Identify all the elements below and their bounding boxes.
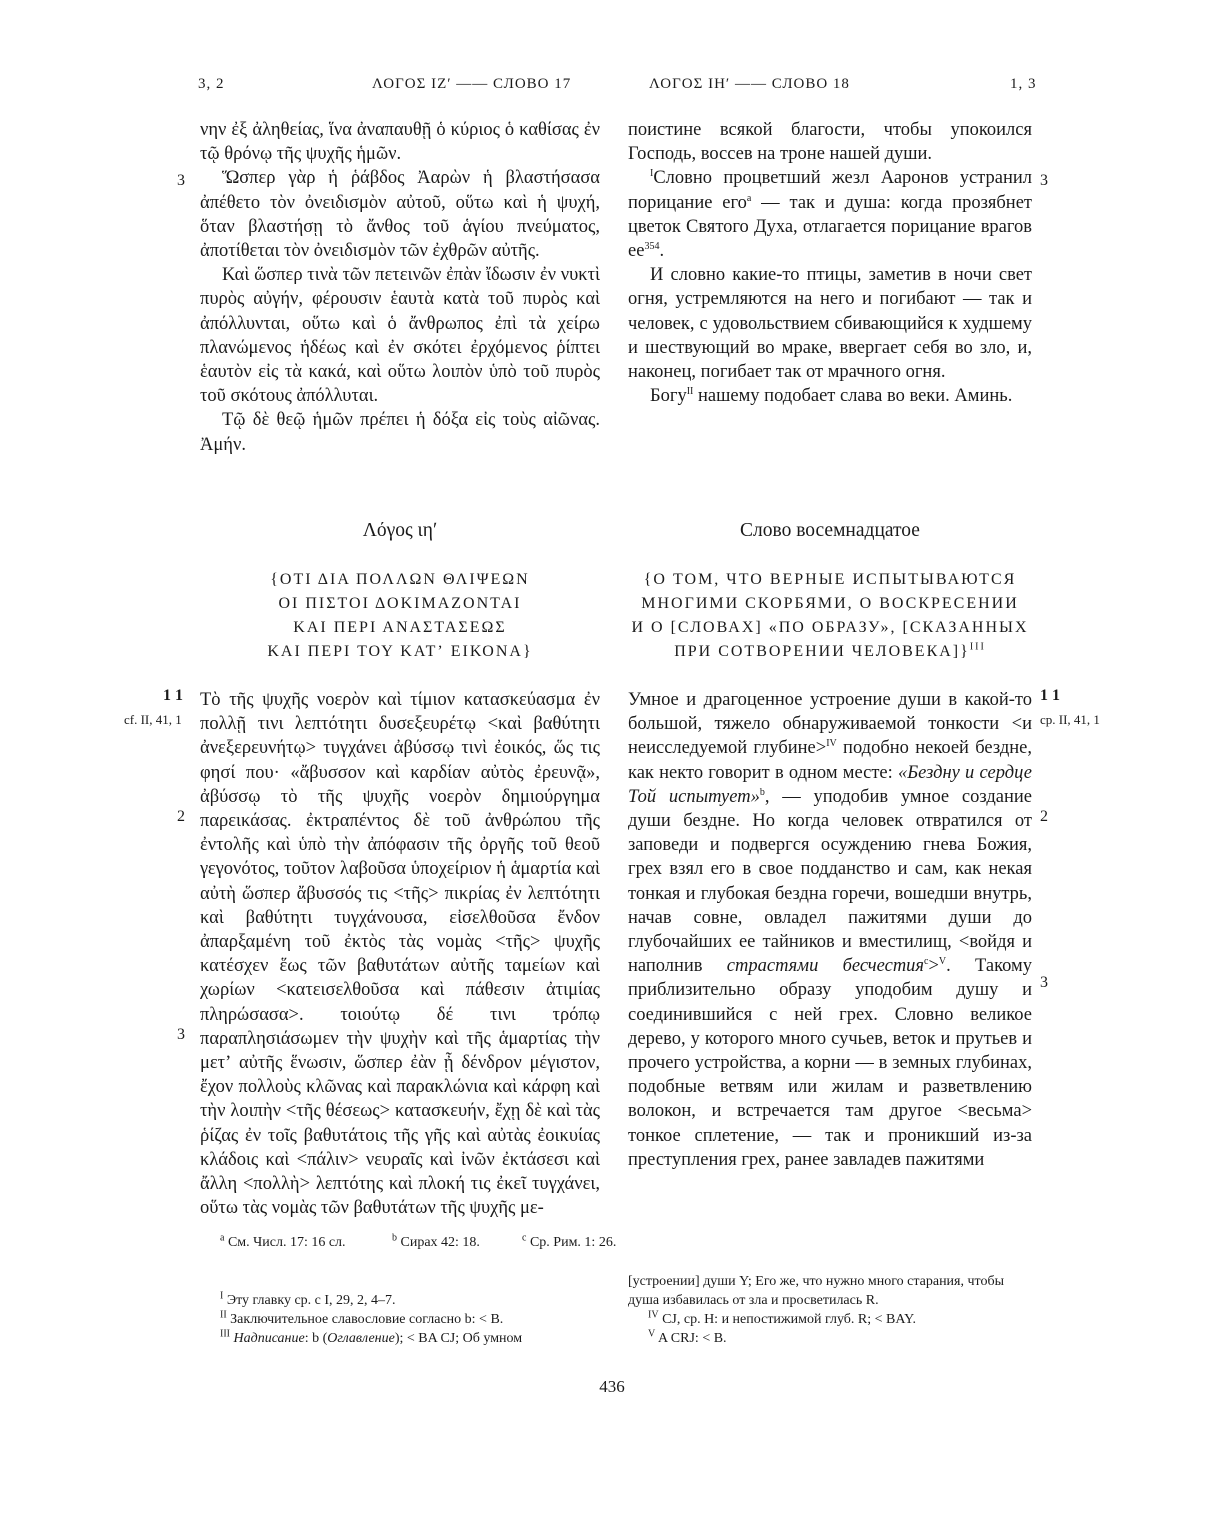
header-left-title: ΛΟΓΟΣ ΙΖʹ —— СЛОВО 17 — [372, 76, 572, 92]
greek-paragraph: Ὥσπερ γὰρ ἡ ῥάβδος Ἀαρὼν ἡ βλαστήσασα ἀπέθετο τὸν ὀνειδισμὸν αὐτοῦ, οὕτω καὶ ἡ ψυχή, ὅταν βλαστήσῃ τὸ ἄνθος τοῦ ἁγίου πνεύματος, ἀποτίθεται τὸν ὀνειδισμὸν τῶν ἐχθρῶν αὐτῆς. — [200, 168, 600, 262]
critical-note-mark: I — [650, 168, 654, 180]
verse-number: 3 — [177, 172, 185, 189]
note-mark: IV — [648, 1309, 659, 1321]
commentary-mark: 354 — [644, 240, 660, 252]
verse-number: 2 — [1040, 808, 1048, 825]
apparatus-note — [200, 1310, 600, 1329]
subheading-line: ΚΑΙ ΠΕΡΙ ΤΟΥ ΚΑΤʼ ΕΙΚΟΝΑ} — [267, 643, 533, 660]
critical-note-mark: II — [686, 386, 694, 398]
bible-footnote — [522, 1233, 616, 1252]
header-right-title: ΛΟΓΟΣ ΙΗʹ —— СЛОВО 18 — [649, 76, 850, 92]
subheading-line: {ΟΤΙ ΔΙΑ ΠΟΛΛΩΝ ΘΛΙΨΕΩΝ — [270, 571, 530, 588]
greek-column-top — [200, 118, 600, 457]
greek-paragraph: νην ἐξ ἀληθείας, ἵνα ἀναπαυθῇ ὁ κύριος ὁ καθίσας ἐν τῷ θρόνῳ τῆς ψυχῆς ἡμῶν. — [200, 120, 600, 165]
critical-note-mark: III — [969, 641, 986, 653]
text-span: подобно некоей бездне, как некто говорит в одном месте: — [628, 738, 1032, 783]
margin-cross-reference: cf. II, 41, 1 — [124, 712, 182, 727]
note-mark: II — [220, 1309, 227, 1321]
apparatus-right — [628, 1272, 1032, 1348]
text-span: Богу — [650, 386, 687, 407]
apparatus-note: [устроении] души Y; Его же, что нужно много старания, чтобы душа избавилась от зла и просветилась R. — [628, 1274, 1004, 1308]
russian-paragraph — [628, 166, 1032, 263]
footnote-mark: b — [392, 1232, 397, 1244]
russian-paragraph: И словно какие-то птицы, заметив в ночи свет огня, устремляются на него и погибают — так и человек, с удовольствием сбивающийся к худшему и шествующий во мраке, ввергает себя во зло, и, наконец, погибает так от мрачного огня. — [628, 265, 1032, 383]
greek-heading: Λόγος ιηʹ — [362, 520, 438, 541]
greek-paragraph: Καὶ ὥσπερ τινὰ τῶν πετεινῶν ἐπὰν ἴδωσιν ἐν νυκτὶ πυρὸς αὐγήν, φέρουσιν ἑαυτὰ κατὰ τοῦ πυρὸς καὶ ἀπόλλυνται, οὕτω καὶ ὁ ἄνθρωπος ἐπὶ τὰ χείρω πλανώμενος ἡδέως καὶ ἐν σκότει ἐρχόμενος ῥίπτει ἑαυτὸν εἰς τὰ κακά, καὶ οὕτω λοιπὸν ὑπὸ τοῦ πυρὸς τοῦ σκότους ἀπόλλυται. — [200, 265, 600, 407]
subheading-line: ΟΙ ΠΙΣΤΟΙ ΔΟΚΙΜΑΖΟΝΤΑΙ — [278, 595, 522, 612]
text-span: , — уподобив умное создание души бездне. Но когда человек отвратился от заповеди и подвергся осуждению гнева Божия, грех взял его в свое подданство и сам, как некая тонкая и глубокая бездна горечи, вошедши внутрь, начав совне, овладел пажитями души до глубочайших ее тайников и вместилищ, <войдя и наполнив — [628, 786, 1032, 977]
footnote-text: См. Числ. 17: 16 сл. — [227, 1235, 346, 1250]
text-span: ПРИ СОТВОРЕНИИ ЧЕЛОВЕКА]} — [674, 643, 970, 660]
footnote-text: Ср. Рим. 1: 26. — [529, 1235, 617, 1250]
note-text: CJ, ср. H: и непостижимой глуб. R; < BAY. — [662, 1312, 916, 1327]
text-span: . — [659, 241, 665, 262]
verse-number: 2 — [177, 808, 185, 825]
verse-number: 3 — [1040, 974, 1048, 991]
footnote-text: Сирах 42: 18. — [400, 1235, 480, 1250]
apparatus-note — [628, 1310, 1032, 1329]
apparatus-note — [628, 1329, 1032, 1348]
note-mark: III — [220, 1328, 230, 1340]
verse-number: 1 1 — [163, 687, 183, 704]
note-text: : b ( — [304, 1331, 328, 1346]
footnote-mark: b — [759, 786, 765, 798]
subheading-line: {О ТОМ, ЧТО ВЕРНЫЕ ИСПЫТЫВАЮТСЯ — [643, 571, 1017, 588]
subheading-line: ΚΑΙ ΠΕΡΙ ΑΝΑΣΤΑΣΕΩΣ — [293, 619, 507, 636]
text-span: > — [928, 956, 939, 977]
text-span: . Такому приблизительно образу уподобим душу и соединившийся с ней грех. Словно великое дерево, у которого много сучьев, веток и прутьев и прочего устройства, а корни — в земных глубинах, подобные ветвям или жилам и разветвлению волокон, и встречается там другое <весьма> тонкое сплетение, — так и проникший из-за преступления грех, ранее завладев пажитями — [628, 956, 1032, 1170]
note-text: Заключительное славословие согласно b: < B. — [230, 1312, 504, 1327]
scripture-quote: страстями бесчестия — [726, 956, 925, 977]
russian-main-text — [628, 688, 1032, 1172]
text-span: Умное и драгоценное устроение души в какой-то большой, тяжело обнаруживаемой тонкости <и неисследуемой глубине> — [628, 690, 1032, 759]
note-mark: I — [220, 1290, 224, 1302]
note-text: A CRJ: < B. — [657, 1331, 727, 1346]
apparatus-note — [200, 1291, 600, 1310]
critical-note-mark: IV — [826, 738, 837, 750]
verse-number: 1 1 — [1040, 687, 1060, 704]
margin-cross-reference: ср. II, 41, 1 — [1040, 712, 1100, 727]
scripture-quote: «Бездну и сердце Той испытует» — [628, 762, 1032, 807]
text-span: нашему подобает слава во веки. Аминь. — [693, 386, 1013, 407]
russian-column-top — [628, 118, 1032, 408]
greek-paragraph: Τῷ δὲ θεῷ ἡμῶν πρέπει ἡ δόξα εἰς τοὺς αἰῶνας. Ἀμήν. — [200, 410, 600, 455]
verse-number: 3 — [1040, 172, 1048, 189]
note-italic: Оглавление — [327, 1331, 395, 1346]
note-italic: Надписание — [233, 1331, 305, 1346]
footnote-mark: a — [220, 1232, 225, 1244]
subheading-line — [620, 640, 1040, 664]
bible-footnote — [392, 1233, 480, 1252]
subheading-line: И О [СЛОВАХ] «ПО ОБРАЗУ», [СКАЗАННЫХ — [631, 619, 1029, 636]
critical-note-mark: V — [938, 956, 947, 968]
note-text: Эту главку ср. с I, 29, 2, 4–7. — [226, 1293, 396, 1308]
header-left-number: 3, 2 — [198, 76, 225, 92]
page-number: 436 — [599, 1377, 625, 1396]
footnote-mark: a — [746, 192, 752, 204]
greek-main-text — [200, 688, 600, 1220]
greek-subheading — [200, 568, 600, 664]
footnote-mark: c — [924, 956, 929, 968]
text-span: — так и душа: когда прозябнет цветок Святого Духа, отлагается порицание врагов ее — [628, 192, 1033, 262]
header-right-number: 1, 3 — [1010, 76, 1037, 92]
apparatus-left — [200, 1291, 600, 1348]
subheading-line: МНОГИМИ СКОРБЯМИ, О ВОСКРЕСЕНИИ — [641, 595, 1019, 612]
footnote-mark: c — [522, 1232, 527, 1244]
note-mark: V — [648, 1328, 656, 1340]
apparatus-note — [200, 1329, 600, 1348]
russian-paragraph: поистине всякой благости, чтобы упокоился Господь, воссев на троне нашей души. — [628, 120, 1032, 165]
greek-paragraph: Τὸ τῆς ψυχῆς νοερὸν καὶ τίμιον κατασκεύασμα ἐν πολλῇ τινι λεπτότητι δυσεξευρέτῳ <καὶ βαθύτητι ἀνεξερευνήτῳ> τυγχάνει ἀβύσσῳ τινὶ ἐοικός, ὥς τις φησί που· «ἄβυσσον καὶ καρδίαν αὐτὸς ἐρευνᾷ», ἀβύσσῳ τὸ τῆς ψυχῆς νοερὸν δημιούργημα παρεικάσας. ἐκτραπέντος δὲ τοῦ ἀνθρώπου τῆς ἐντολῆς καὶ ὑπὸ τὴν ἀπόφασιν τῆς ὀργῆς τοῦ θεοῦ γεγονότος, τοῦτον λαβοῦσα ὑποχείριον ἡ ἁμαρτία καὶ αὐτὴ ὥσπερ ἄβυσσός τις <τῆς> πικρίας ἐν λεπτότητι καὶ βαθύτητι τυγχάνουσα, εἰσελθοῦσα ἔνδον ἀπαρξαμένη τοῦ ἐκτὸς τὰς νομὰς <τῆς> ψυχῆς κατέσχεν ἕως τῶν βαθυτάτων αὐτῆς ταμείων καὶ χωρίων <κατεισελθοῦσα καὶ πάθεσιν ἀτιμίας πληρώσασα>. τοιούτῳ δέ τινι τρόπῳ παραπλησιάσωμεν τὴν ψυχὴν καὶ τῆς ἁμαρτίας τὴν μετʼ αὐτῆς ἕνωσιν, ὥσπερ ἐὰν ᾖ δένδρον μέγιστον, ἔχον πολλοὺς κλῶνας καὶ παρακλώνια καὶ κάρφη καὶ τὴν λοιπὴν <τῆς θέσεως> κατασκευήν, ἔχῃ δὲ καὶ τὰς ῥίζας ἐν τοῖς βαθυτάτοις τῆς γῆς καὶ αὐτὰς ἐοικυίας κλάδοις καὶ <πάλιν> νευραῖς καὶ ἰνῶν ἐκτάσεσι καὶ ἄλλη <πολλὴ> λεπτότης καὶ πλοκή τις ἐκεῖ τυγχάνει, οὕτω τὰς νομὰς τῶν βαθυτάτων τῆς ψυχῆς με- — [200, 690, 600, 1219]
russian-paragraph — [628, 688, 1032, 1172]
note-text: ); < BA CJ; Об умном — [394, 1331, 523, 1346]
verse-number: 3 — [177, 1026, 185, 1043]
russian-paragraph — [628, 384, 1032, 408]
bible-footnote — [220, 1233, 346, 1252]
russian-subheading — [620, 568, 1040, 664]
russian-heading: Слово восемнадцатое — [740, 520, 920, 541]
text-span: Словно процветший жезл Ааронов устранил порицание его — [628, 168, 1032, 213]
